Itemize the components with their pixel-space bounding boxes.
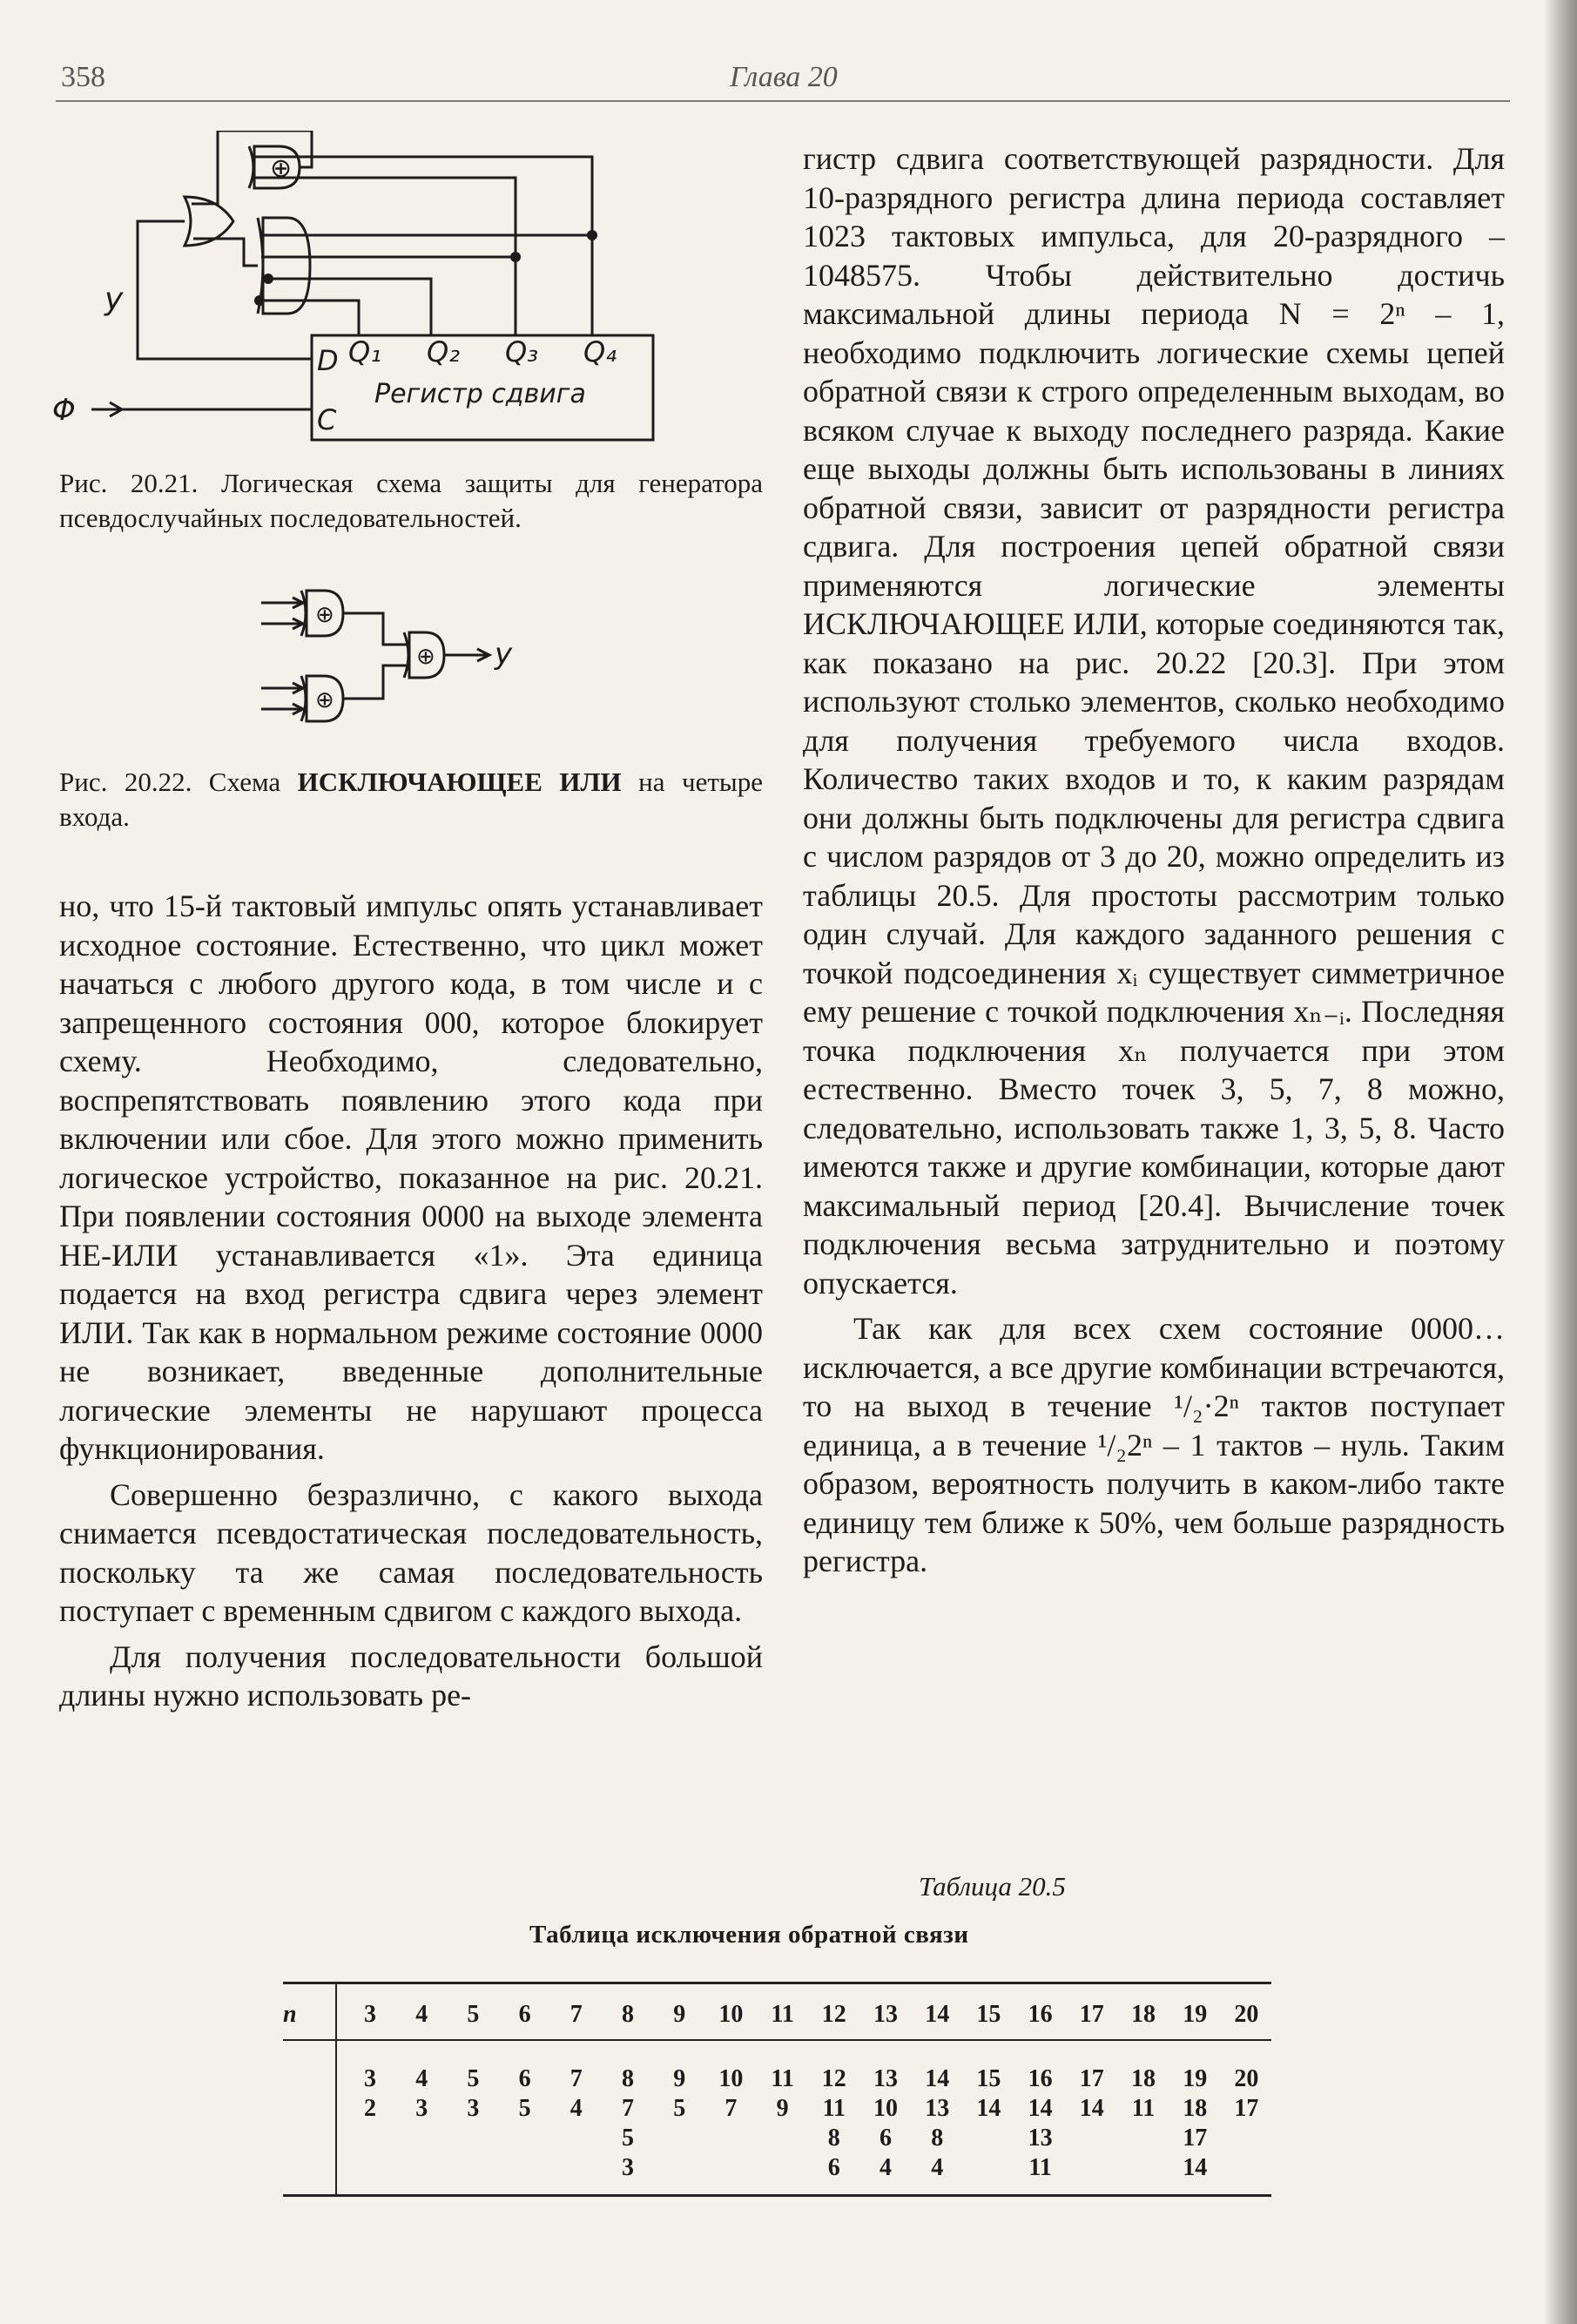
label-q1: Q₁	[348, 335, 382, 368]
table-cell: 8	[931, 2125, 944, 2152]
table-cell: 14	[1028, 2095, 1053, 2122]
table-cell: 19	[1183, 2001, 1208, 2028]
label-y: y	[104, 281, 124, 317]
left-paragraph-1: но, что 15-й тактовый импульс опять устанавливает исходное состояние. Естественно, что цикл может начаться с любого другого кода, в том числе и с запрещенного состояния 000, которое блокирует схему. Необходимо, следовательно, воспрепятствовать появлению этого кода при включении или сбое. Для этого можно применить логическое устройство, показанное на рис. 20.21. При появлении состояния 0000 на выходе элемента НЕ-ИЛИ устанавливается «1». Эта единица подается на вход регистра сдвига через элемент ИЛИ. Так как в нормальном режиме состояние 0000 не возникает, введенные дополнительные логические элементы не нарушают процесса функционирования.	[59, 888, 763, 1466]
table-cell: 4	[415, 2001, 428, 2028]
table-cell: 10	[718, 2001, 744, 2028]
table-cell: 18	[1131, 2001, 1156, 2028]
table-cell: 15	[976, 2001, 1001, 2028]
table-cell: 17	[1234, 2095, 1259, 2122]
page-number: 358	[61, 61, 105, 93]
table-cell: 8	[622, 2065, 634, 2092]
table-cell: 13	[1028, 2125, 1053, 2152]
table-cell: 14	[1183, 2154, 1208, 2181]
label-y-output: y	[495, 637, 513, 672]
table-cell: 11	[771, 2065, 794, 2092]
xor-symbol: ⊕	[270, 153, 293, 184]
table-top-rule	[283, 1982, 1271, 1984]
table-cell: 15	[976, 2065, 1001, 2092]
table-cell: 4	[415, 2065, 428, 2092]
page-edge-shadow	[1544, 0, 1577, 2324]
table-cell: 5	[622, 2125, 634, 2152]
figure-20-21-diagram	[35, 131, 662, 453]
table-cell: 17	[1183, 2125, 1208, 2152]
table-label: Таблица 20.5	[919, 1871, 1066, 1902]
table-cell: 4	[569, 2095, 583, 2122]
table-cell: 4	[879, 2154, 892, 2181]
table-cell: 6	[518, 2065, 531, 2092]
table-cell: 8	[827, 2125, 840, 2152]
table-cell: 18	[1183, 2095, 1208, 2122]
table-cell: 14	[1079, 2095, 1104, 2122]
label-q4: Q₄	[583, 335, 617, 368]
table-cell: 10	[873, 2095, 898, 2122]
figure-20-21-caption: Рис. 20.21. Логическая схема защиты для генератора псевдослучайных последовательностей.	[59, 468, 763, 533]
table-cell: 7	[569, 2001, 583, 2028]
table-cell: 7	[724, 2095, 738, 2122]
table-cell: 16	[1028, 2065, 1053, 2092]
table-cell: 17	[1079, 2065, 1104, 2092]
table-cell: 16	[1028, 2001, 1053, 2028]
table-cell: 3	[415, 2095, 428, 2122]
table-cell: 7	[622, 2095, 634, 2122]
table-cell: 11	[1028, 2154, 1052, 2181]
table-cell: 3	[364, 2001, 376, 2028]
table-cell: 5	[467, 2065, 480, 2092]
left-column	[59, 887, 763, 1715]
table-cell: 20	[1234, 2065, 1259, 2092]
table-title: Таблица исключения обратной связи	[529, 1921, 969, 1949]
caption-prefix: Рис. 20.22. Схема	[59, 767, 298, 797]
table-cell: 3	[364, 2065, 376, 2092]
table-cell: 19	[1183, 2065, 1208, 2092]
caption-bold: ИСКЛЮЧАЮЩЕЕ ИЛИ	[297, 767, 622, 797]
table-cell: 14	[925, 2001, 950, 2028]
table-cell: 5	[673, 2095, 686, 2122]
figure-20-22-diagram	[253, 582, 540, 739]
table-cell: 14	[976, 2095, 1001, 2122]
right-paragraph-2: Так как для всех схем состояние 0000… исключается, а все другие комбинации встречаются, то на выход в течение ¹/₂·2ⁿ тактов поступает единица, а в течение ¹/₂2ⁿ – 1 тактов – нуль. Таким образом, вероятность получить в каком-либо такте единицу тем ближе к 50%, чем больше разрядность регистра.	[803, 1311, 1505, 1578]
table-cell: 5	[467, 2001, 480, 2028]
table-cell: 14	[925, 2065, 950, 2092]
table-vertical-rule	[335, 1982, 337, 2196]
table-cell: 6	[518, 2001, 531, 2028]
table-cell: 12	[821, 2001, 846, 2028]
table-bottom-rule	[283, 2194, 1271, 2197]
left-paragraph-3: Для получения последовательности большой длины нужно использовать ре-	[59, 1638, 763, 1713]
table-cell: 6	[879, 2125, 892, 2152]
table-cell: 17	[1079, 2001, 1104, 2028]
table-cell: 5	[518, 2095, 531, 2122]
table-cell: 6	[827, 2154, 840, 2181]
right-paragraph-1: гистр сдвига соответствующей разрядности. Для 10-разрядного регистра длина периода составляет 1023 тактовых импульса, для 20-разрядного – 1048575. Чтобы действительно достичь максимальной длины периода N = 2ⁿ – 1, необходимо подключить логические схемы цепей обратной связи к строго определенным выходам, во всяком случае к выходу последнего разряда. Какие еще выходы должны быть использованы в линиях обратной связи, зависит от разрядности регистра сдвига. Для построения цепей обратной связи применяются логические элементы ИСКЛЮЧАЮЩЕЕ ИЛИ, которые соединяются так, как показано на рис. 20.22 [20.3]. При этом используют столько элементов, сколько необходимо для получения требуемого числа входов. Количество таких входов и то, к каким разрядам они должны быть подключены для регистра сдвига с числом разрядов от 3 до 20, можно определить из таблицы 20.5. Для простоты рассмотрим только один случай. Для каждого заданного решения с точкой подсоединения xᵢ существует симметричное ему решение с точкой подключения xₙ₋ᵢ. Последняя точка подключения xₙ получается при этом естественно. Вместо точек 3, 5, 7, 8 можно, следовательно, использовать также 1, 3, 5, 8. Часто имеются также и другие комбинации, которые дают максимальный период [20.4]. Вычисление точек подключения весьма затруднительно и поэтому опускается.	[803, 141, 1505, 1300]
header-rule	[56, 100, 1510, 102]
table-cell: 10	[718, 2065, 744, 2092]
xor-symbol-upper: ⊕	[315, 602, 334, 628]
table-cell: 9	[673, 2001, 686, 2028]
xor-symbol-lower: ⊕	[315, 687, 334, 713]
label-q2: Q₂	[427, 335, 461, 368]
table-cell: 9	[776, 2095, 789, 2122]
table-cell: 12	[821, 2065, 846, 2092]
table-cell: 13	[873, 2065, 898, 2092]
label-c: C	[317, 403, 337, 436]
table-cell: 4	[931, 2154, 944, 2181]
table-n-label: n	[283, 2001, 297, 2028]
figure-20-22	[253, 582, 540, 739]
left-paragraph-2: Совершенно безразлично, с какого выхода снимается псевдостатическая последовательность, поскольку та же самая последовательность поступает с временным сдвигом с каждого выхода.	[59, 1476, 763, 1628]
chapter-title: Глава 20	[730, 61, 838, 93]
table-cell: 3	[622, 2154, 634, 2181]
xor-symbol-output: ⊕	[416, 644, 435, 670]
table-cell: 13	[925, 2095, 950, 2122]
table-cell: 13	[873, 2001, 898, 2028]
table-cell: 11	[771, 2001, 794, 2028]
table-cell: 20	[1234, 2001, 1259, 2028]
caption-suffix: на четыре входа.	[59, 767, 763, 832]
figure-20-21	[35, 131, 662, 453]
table-cell: 3	[467, 2095, 480, 2122]
label-phi: Φ	[52, 393, 76, 428]
label-d: D	[317, 344, 339, 377]
table-cell: 11	[1131, 2095, 1156, 2122]
label-q3: Q₃	[505, 335, 539, 368]
right-column	[803, 139, 1505, 1581]
table-cell: 7	[569, 2065, 583, 2092]
table-cell: 2	[364, 2095, 376, 2122]
figure-20-22-caption	[59, 765, 763, 834]
register-label: Регистр сдвига	[374, 379, 586, 409]
table-cell: 18	[1131, 2065, 1156, 2092]
table-cell: 8	[622, 2001, 634, 2028]
table-mid-rule	[283, 2039, 1271, 2041]
table-cell: 9	[673, 2065, 686, 2092]
table-cell: 11	[822, 2095, 846, 2122]
